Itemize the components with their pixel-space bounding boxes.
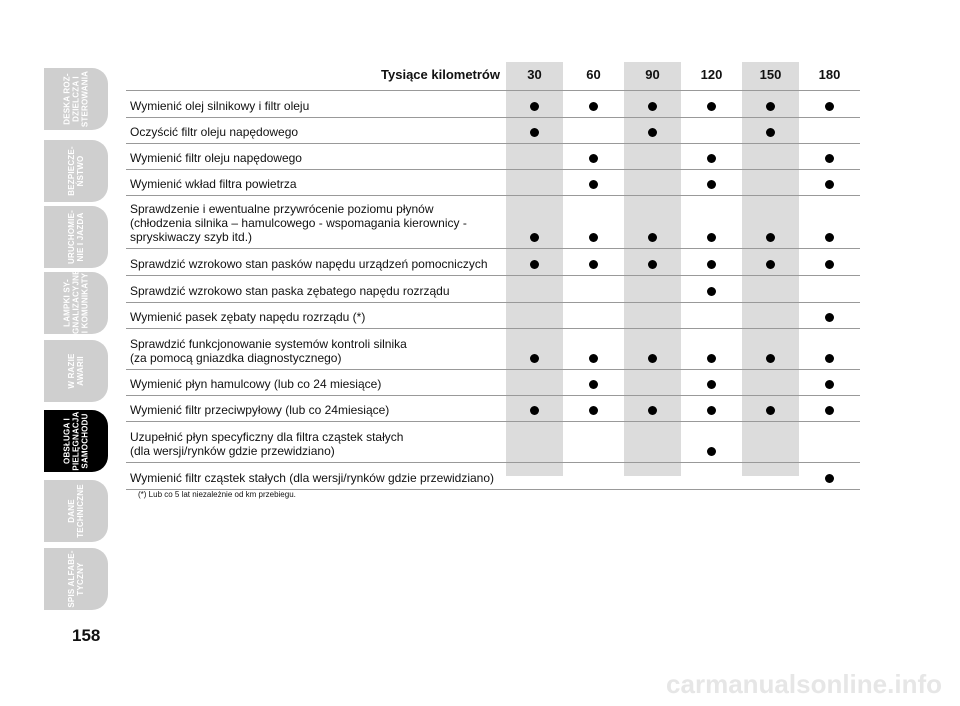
table-row <box>126 248 860 275</box>
sidebar-tab-label: DESKA ROZ- DZIELCZA I STEROWANIA <box>62 70 90 128</box>
km-column-header: 30 <box>527 67 542 82</box>
service-dot-30 <box>530 406 539 415</box>
row-description: Sprawdzić wzrokowo stan paska zębatego napędu rozrządu <box>130 284 450 298</box>
maintenance-schedule-table <box>126 62 860 490</box>
sidebar-tab-1[interactable] <box>44 68 108 130</box>
row-description: Oczyścić filtr oleju napędowego <box>130 125 299 139</box>
service-dot-60 <box>589 380 598 389</box>
sidebar-tab-6[interactable] <box>44 410 108 472</box>
sidebar-tab-label: SPIS ALFABE- TYCZNY <box>67 550 85 608</box>
row-description: Wymienić filtr oleju napędowego <box>130 151 302 165</box>
service-dot-120 <box>707 154 716 163</box>
km-column-header: 90 <box>645 67 660 82</box>
service-dot-30 <box>530 128 539 137</box>
service-dot-60 <box>589 260 598 269</box>
sidebar-tab-4[interactable] <box>44 269 108 334</box>
service-dot-180 <box>825 154 834 163</box>
service-dot-150 <box>766 128 775 137</box>
row-description: Wymienić płyn hamulcowy (lub co 24 miesiące) <box>130 377 382 391</box>
sidebar-tab-2[interactable] <box>44 140 108 202</box>
sidebar-tab-5[interactable] <box>44 340 108 402</box>
table-row <box>126 275 860 302</box>
sidebar-tab-label: DANE TECHNICZNE <box>67 484 85 538</box>
page-number: 158 <box>72 626 101 645</box>
service-dot-180 <box>825 474 834 483</box>
row-description: Uzupełnić płyn specyficzny dla filtra cząstek stałych (dla wersji/rynków gdzie przewidziano) <box>130 430 404 458</box>
km-column-header: 150 <box>759 67 782 82</box>
row-description: Wymienić pasek zębaty napędu rozrządu (*) <box>130 310 366 324</box>
sidebar-tab-label: BEZPIECZE- ŃSTWO <box>67 146 85 196</box>
service-dot-120 <box>707 380 716 389</box>
service-dot-120 <box>707 287 716 296</box>
km-column-header: 120 <box>700 67 723 82</box>
row-description: Wymienić filtr cząstek stałych (dla wersji/rynków gdzie przewidziano) <box>130 471 495 485</box>
service-dot-180 <box>825 406 834 415</box>
service-dot-180 <box>825 380 834 389</box>
row-description: Wymienić filtr przeciwpyłowy (lub co 24miesiące) <box>130 403 390 417</box>
service-dot-30 <box>530 260 539 269</box>
service-dot-60 <box>589 406 598 415</box>
service-dot-60 <box>589 102 598 111</box>
watermark: carmanualsonline.info <box>666 669 942 699</box>
table-row <box>126 462 860 490</box>
service-dot-180 <box>825 180 834 189</box>
service-dot-120 <box>707 180 716 189</box>
service-dot-90 <box>648 102 657 111</box>
service-dot-150 <box>766 233 775 242</box>
header-title: Tysiące kilometrów <box>381 67 500 82</box>
sidebar-tab-label: OBSŁUGA I PIELĘGNACJA SAMOCHODU <box>62 411 90 471</box>
table-row <box>126 195 860 248</box>
service-dot-120 <box>707 233 716 242</box>
row-description: Wymienić wkład filtra powietrza <box>130 177 297 191</box>
table-row <box>126 117 860 143</box>
service-dot-180 <box>825 313 834 322</box>
service-dot-180 <box>825 102 834 111</box>
km-column-header: 180 <box>818 67 841 82</box>
service-dot-90 <box>648 233 657 242</box>
sidebar-tab-7[interactable] <box>44 480 108 542</box>
service-dot-60 <box>589 154 598 163</box>
service-dot-120 <box>707 354 716 363</box>
service-dot-120 <box>707 102 716 111</box>
table-row <box>126 90 860 117</box>
service-dot-90 <box>648 128 657 137</box>
service-dot-150 <box>766 260 775 269</box>
table-row <box>126 328 860 369</box>
service-dot-120 <box>707 260 716 269</box>
row-description: Sprawdzenie i ewentualne przywrócenie poziomu płynów (chłodzenia silnika – hamulcowego - wspomagania kierownicy - spryskiwaczy szyb itd.) <box>130 202 467 244</box>
service-dot-90 <box>648 406 657 415</box>
table-row <box>126 395 860 421</box>
service-dot-60 <box>589 233 598 242</box>
row-description: Wymienić olej silnikowy i filtr oleju <box>130 99 310 113</box>
service-dot-30 <box>530 102 539 111</box>
table-row <box>126 421 860 462</box>
service-dot-180 <box>825 354 834 363</box>
service-dot-90 <box>648 260 657 269</box>
table-row <box>126 169 860 195</box>
service-dot-150 <box>766 354 775 363</box>
service-dot-60 <box>589 354 598 363</box>
footnote: (*) Lub co 5 lat niezależnie od km przebiegu. <box>138 490 296 499</box>
table-row <box>126 302 860 328</box>
service-dot-180 <box>825 233 834 242</box>
service-dot-120 <box>707 447 716 456</box>
service-dot-30 <box>530 354 539 363</box>
service-dot-30 <box>530 233 539 242</box>
table-row <box>126 143 860 169</box>
row-description: Sprawdzić wzrokowo stan pasków napędu urządzeń pomocniczych <box>130 257 488 271</box>
sidebar-tab-label: LAMPKI SY- GNALIZACYJNE I KOMUNIKATY <box>62 269 90 334</box>
table-header <box>126 62 860 90</box>
service-dot-60 <box>589 180 598 189</box>
sidebar-tab-3[interactable] <box>44 206 108 268</box>
service-dot-180 <box>825 260 834 269</box>
row-description: Sprawdzić funkcjonowanie systemów kontroli silnika (za pomocą gniazdka diagnostycznego) <box>130 337 407 365</box>
sidebar-tab-8[interactable] <box>44 548 108 610</box>
table-body <box>126 90 860 490</box>
service-dot-120 <box>707 406 716 415</box>
table-row <box>126 369 860 395</box>
service-dot-150 <box>766 102 775 111</box>
service-dot-150 <box>766 406 775 415</box>
sidebar-tab-label: W RAZIE AWARII <box>67 353 85 389</box>
sidebar-tab-label: URUCHOMIE- NIE I JAZDA <box>67 210 85 264</box>
service-dot-90 <box>648 354 657 363</box>
km-column-header: 60 <box>586 67 601 82</box>
